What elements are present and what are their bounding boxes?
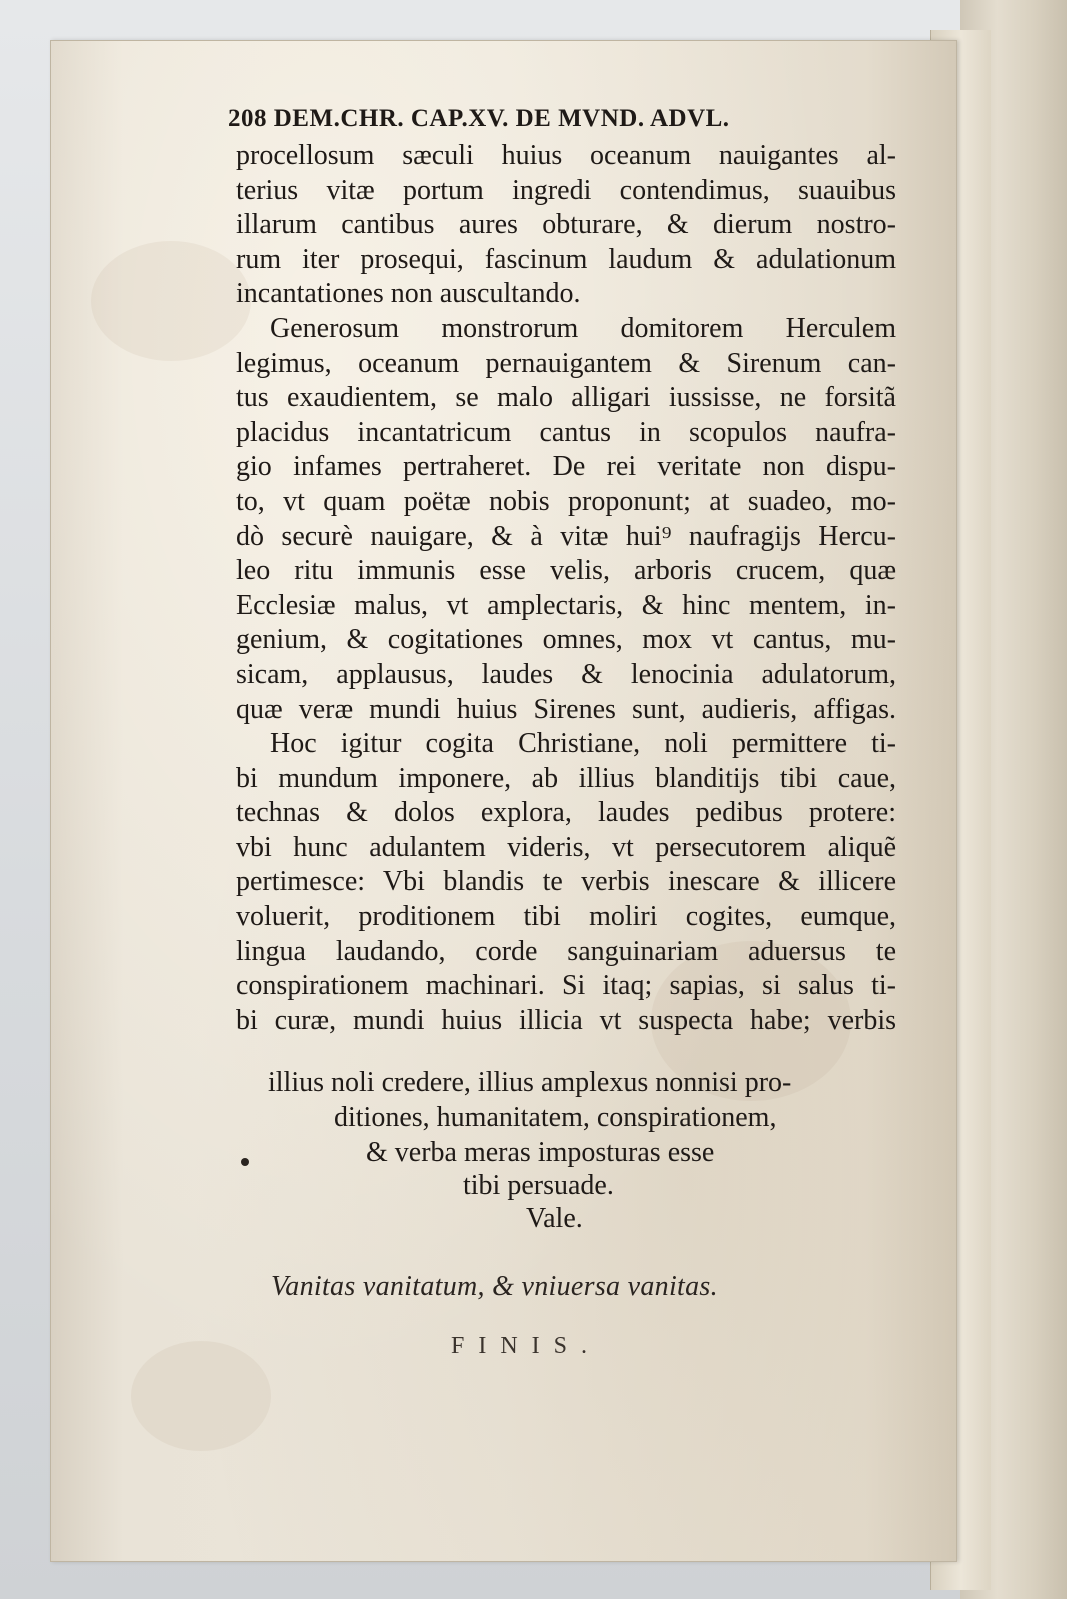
- text-line: sicam, applausus, laudes & lenocinia adulatorum,: [236, 658, 896, 690]
- text-line: incantationes non auscultando.: [236, 278, 581, 310]
- text-line: Ecclesiæ malus, vt amplectaris, & hinc mentem, in-: [236, 589, 896, 621]
- text-line: placidus incantatricum cantus in scopulos naufra-: [236, 416, 896, 448]
- paragraph-2: [236, 312, 956, 727]
- text-line: genium, & cogitationes omnes, mox vt cantus, mu-: [236, 624, 896, 656]
- text-line: voluerit, proditionem tibi moliri cogites, eumque,: [236, 901, 896, 933]
- text-line: dò securè nauigare, & à vitæ hui⁹ naufragijs Hercu-: [236, 520, 896, 552]
- text-line: Hoc igitur cogita Christiane, noli permittere ti-: [270, 728, 896, 760]
- taper-line: tibi persuade.: [463, 1170, 614, 1201]
- closing-motto: Vanitas vanitatum, & vniuersa vanitas.: [271, 1271, 718, 1302]
- vale-text: Vale.: [526, 1203, 583, 1234]
- paper-stain: [91, 241, 251, 361]
- text-line: conspirationem machinari. Si itaq; sapias, si salus ti-: [236, 970, 896, 1002]
- text-line: pertimesce: Vbi blandis te verbis inescare & illicere: [236, 866, 896, 898]
- text-line: bi curæ, mundi huius illicia vt suspecta habe; verbis: [236, 1004, 896, 1036]
- book-page: [50, 40, 957, 1562]
- text-line: lingua laudando, corde sanguinariam aduersus te: [236, 935, 896, 967]
- text-line: legimus, oceanum pernauigantem & Sirenum can-: [236, 347, 896, 379]
- finis-text: FINIS.: [451, 1333, 602, 1359]
- text-line: procellosum sæculi huius oceanum nauigantes al-: [236, 140, 896, 171]
- text-line: leo ritu immunis esse velis, arboris crucem, quæ: [236, 555, 896, 587]
- text-line: technas & dolos explora, laudes pedibus protere:: [236, 797, 896, 829]
- text-line: illarum cantibus aures obturare, & dierum nostro-: [236, 209, 896, 241]
- paper-stain: [131, 1341, 271, 1451]
- text-line: bi mundum imponere, ab illius blanditijs tibi caue,: [236, 762, 896, 794]
- text-line: to, vt quam poëtæ nobis proponunt; at suadeo, mo-: [236, 485, 896, 517]
- text-line: gio infames pertraheret. De rei veritate non dispu-: [236, 451, 896, 483]
- paragraph-3: [236, 727, 956, 1038]
- text-line: rum iter prosequi, fascinum laudum & adulationum: [236, 243, 896, 275]
- text-line: tus exaudientem, se malo alligari iussisse, ne forsitã: [236, 382, 896, 414]
- taper-line: illius noli credere, illius amplexus nonnisi pro-: [268, 1067, 792, 1098]
- ink-dot: [241, 1158, 249, 1166]
- paragraph-1: [236, 139, 956, 312]
- text-line: quæ veræ mundi huius Sirenes sunt, audieris, affigas.: [236, 693, 896, 725]
- text-line: Generosum monstrorum domitorem Herculem: [270, 312, 896, 344]
- taper-line: ditiones, humanitatem, conspirationem,: [334, 1102, 777, 1133]
- taper-line: & verba meras imposturas esse: [366, 1137, 715, 1168]
- running-head: 208 DEM.CHR. CAP.XV. DE MVND. ADVL.: [228, 105, 730, 132]
- text-line: vbi hunc adulantem videris, vt persecutorem aliquẽ: [236, 831, 896, 863]
- text-line: terius vitæ portum ingredi contendimus, suauibus: [236, 174, 896, 206]
- text-block: [228, 99, 956, 1038]
